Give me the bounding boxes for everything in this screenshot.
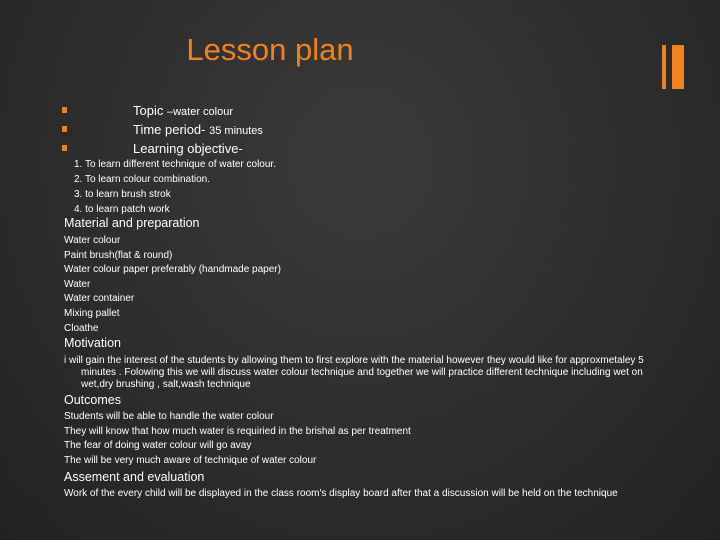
list-item: The will be very much aware of technique of water colour: [64, 454, 317, 466]
list-item: Water colour: [64, 235, 121, 246]
bullet-label: Topic: [133, 103, 167, 118]
outcomes-list: [64, 410, 644, 468]
bullet-label: Time period-: [133, 122, 210, 137]
list-item: The fear of doing water colour will go avay: [64, 440, 252, 452]
list-item: Mixing pallet: [64, 307, 120, 319]
bullet-label: Learning objective-: [133, 141, 243, 156]
list-item: Students will be able to handle the water colour: [64, 411, 274, 422]
list-item: They will know that how much water is requiried in the brishal as per treatment: [64, 425, 411, 437]
list-item: Paint brush(flat & round): [64, 249, 173, 261]
accent-bar-thin: [662, 45, 666, 89]
motivation-text: i will gain the interest of the students by allowing them to first explore with the material however they would like for approxmetaley 5 minutes . Folowing this we will discuss water colour technique and together we will practice different technique including wet on wet,dry brushing , salt,wash technique: [64, 355, 644, 390]
accent-bar-thick: [672, 45, 684, 89]
materials-heading: Material and preparation: [64, 216, 200, 230]
outcomes-heading: Outcomes: [64, 393, 121, 407]
bullet-value: –water colour: [166, 106, 234, 118]
slide-title: Lesson plan: [186, 32, 354, 67]
list-item: 4. to learn patch work: [74, 204, 170, 215]
bullet-marker-icon: [62, 107, 67, 113]
list-item: Cloathe: [64, 322, 99, 334]
motivation-body: [64, 355, 644, 391]
objectives-list: [74, 157, 276, 217]
bullet-marker-icon: [62, 126, 67, 132]
materials-list: [64, 234, 644, 336]
assessment-body: [64, 488, 644, 500]
motivation-heading: Motivation: [64, 336, 121, 350]
assessment-text: Work of the every child will be displayed in the class room's display board after that a discussion will be held on the technique: [64, 488, 618, 499]
list-item: Water: [64, 278, 91, 290]
list-item: 2. To learn colour combination.: [74, 174, 211, 185]
list-item: 3. to learn brush strok: [74, 189, 171, 200]
list-item: Water colour paper preferably (handmade paper): [64, 264, 281, 276]
list-item: Water container: [64, 293, 135, 305]
assessment-heading: Assement and evaluation: [64, 470, 205, 484]
bullet-marker-icon: [62, 145, 67, 151]
bullet-value: 35 minutes: [209, 125, 263, 137]
list-item: 1. To learn different technique of water colour.: [74, 159, 276, 170]
